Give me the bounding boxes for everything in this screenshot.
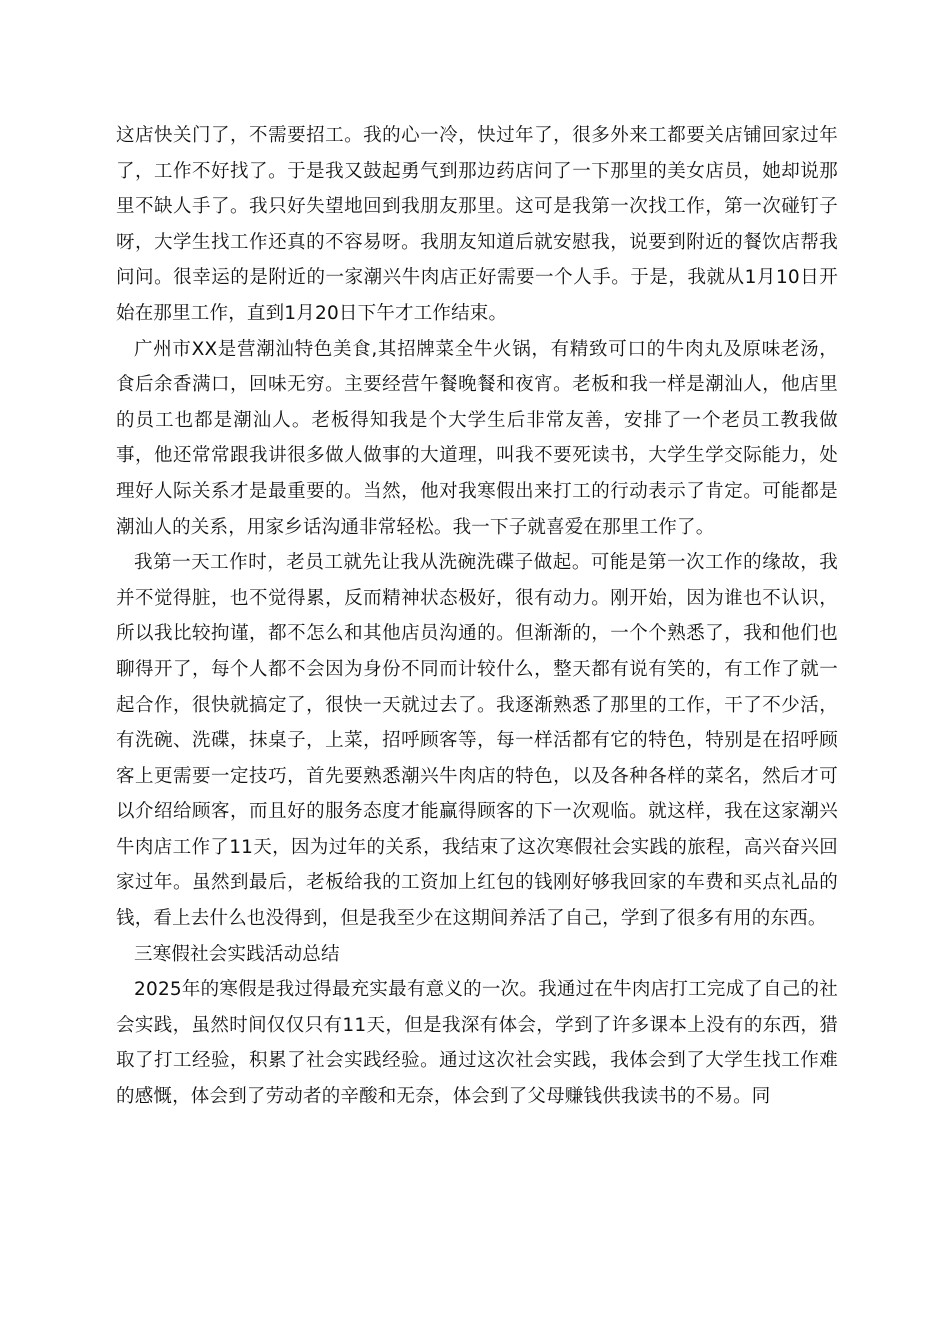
paragraph-restaurant-intro: 广州市XX是营潮汕特色美食,其招牌菜全牛火锅，有精致可口的牛肉丸及原味老汤，食后余香满口，回味无穷。主要经营午餐晚餐和夜宵。老板和我一样是潮汕人，他店里的员工也都是潮汕人。老板得知我是个大学生后非常友善，安排了一个老员工教我做事，他还常常跟我讲很多做人做事的大道理，叫我不要死读书，大学生学交际能力，处理好人际关系才是最重要的。当然，他对我寒假出来打工的行动表示了肯定。可能都是潮汕人的关系，用家乡话沟通非常轻松。我一下子就喜爱在那里工作了。 <box>116 338 838 538</box>
paragraph-job-search: 这店快关门了，不需要招工。我的心一冷，快过年了，很多外来工都要关店铺回家过年了，工作不好找了。于是我又鼓起勇气到那边药店问了一下那里的美女店员，她却说那里不缺人手了。我只好失望地回到我朋友那里。这可是我第一次找工作，第一次碰钉子呀，大学生找工作还真的不容易呀。我朋友知道后就安慰我，说要到附近的餐饮店帮我问问。很幸运的是附近的一家潮兴牛肉店正好需要一个人手。于是，我就从1月10日开始在那里工作，直到1月20日下午才工作结束。 <box>116 125 838 324</box>
document-body <box>116 118 838 1115</box>
paragraph-summary: 2025年的寒假是我过得最充实最有意义的一次。我通过在牛肉店打工完成了自己的社会实践，虽然时间仅仅只有11天，但是我深有体会，学到了许多课本上没有的东西，猎取了打工经验，积累了社会实践经验。通过这次社会实践，我体会到了大学生找工作难的感慨，体会到了劳动者的辛酸和无奈，体会到了父母赚钱供我读书的不易。同 <box>116 979 838 1108</box>
section-heading: 三寒假社会实践活动总结 <box>134 943 340 965</box>
paragraph-first-day-work: 我第一天工作时，老员工就先让我从洗碗洗碟子做起。可能是第一次工作的缘故，我并不觉得脏，也不觉得累，反而精神状态极好，很有动力。刚开始，因为谁也不认识，所以我比较拘谨，都不怎么和其他店员沟通的。但渐渐的，一个个熟悉了，我和他们也聊得开了，每个人都不会因为身份不同而计较什么，整天都有说有笑的，有工作了就一起合作，很快就搞定了，很快一天就过去了。我逐渐熟悉了那里的工作，干了不少活，有洗碗、洗碟，抹桌子，上菜，招呼顾客等，每一样活都有它的特色，特别是在招呼顾客上更需要一定技巧，首先要熟悉潮兴牛肉店的特色，以及各种各样的菜名，然后才可以介绍给顾客，而且好的服务态度才能赢得顾客的下一次观临。就这样，我在这家潮兴牛肉店工作了11天，因为过年的关系，我结束了这次寒假社会实践的旅程，高兴奋兴回家过年。虽然到最后，老板给我的工资加上红包的钱刚好够我回家的车费和买点礼品的钱，看上去什么也没得到，但是我至少在这期间养活了自己，学到了很多有用的东西。 <box>116 552 838 930</box>
